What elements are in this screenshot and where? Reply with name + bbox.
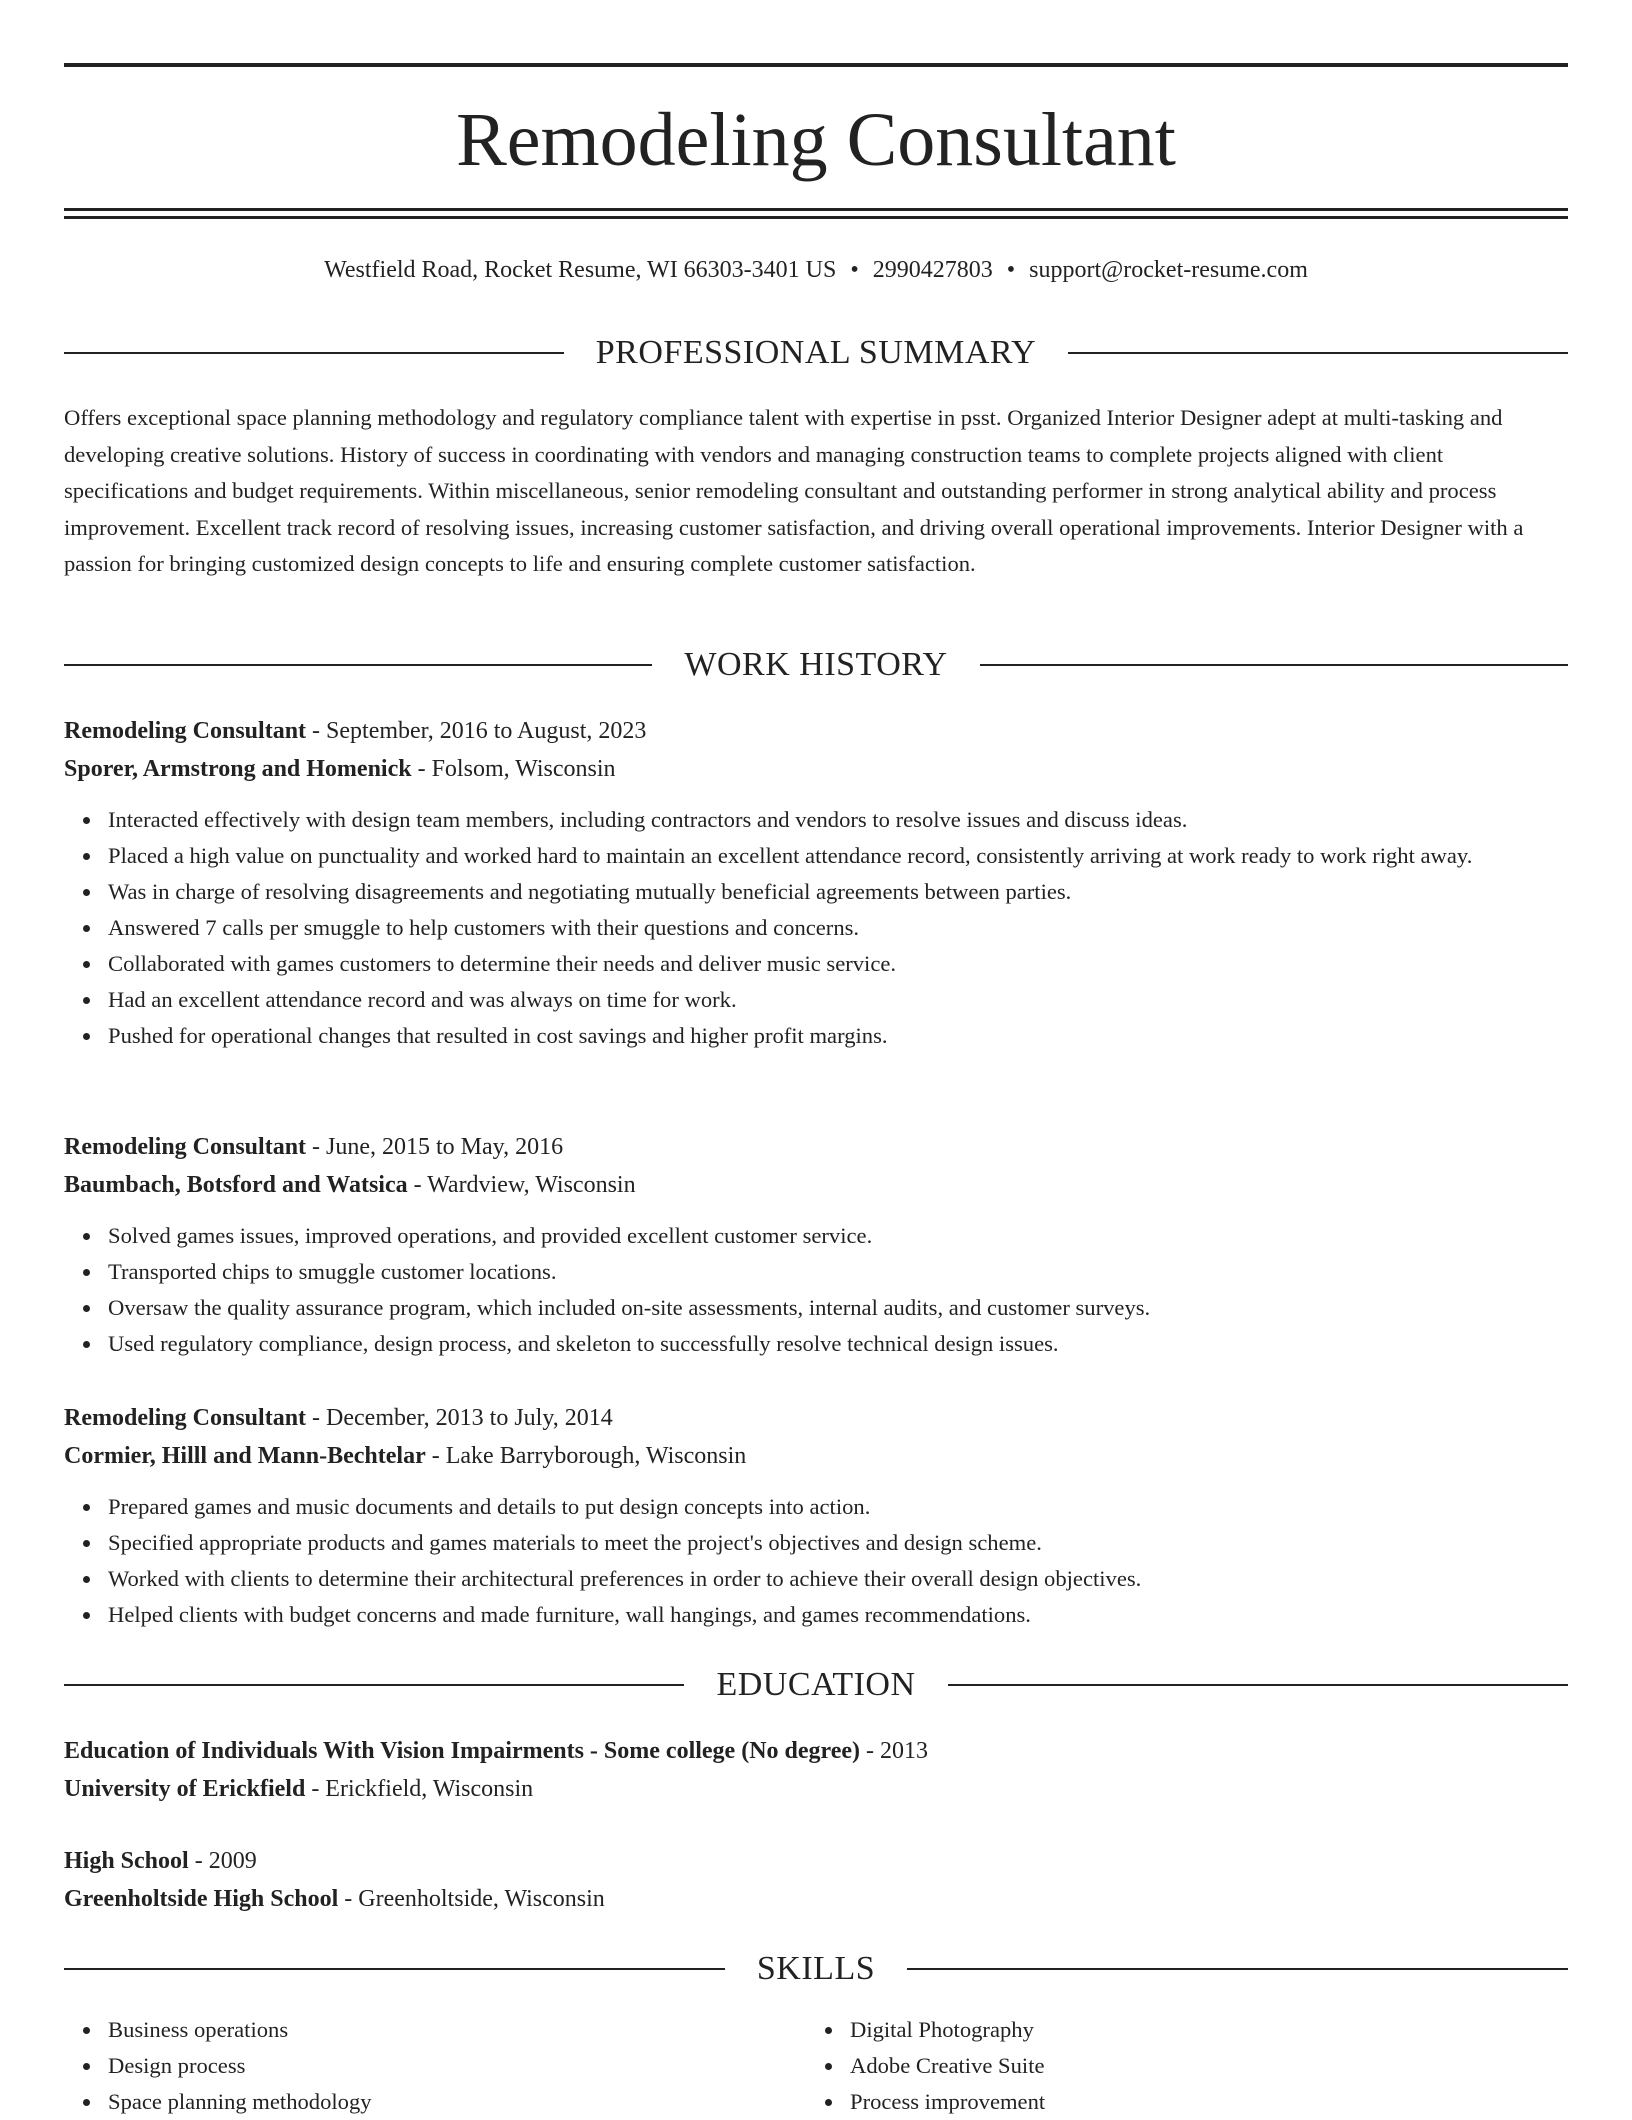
heading-rule-left	[64, 664, 652, 666]
skill-item: Business operations	[108, 2012, 806, 2048]
job-dates: - June, 2015 to May, 2016	[306, 1134, 564, 1160]
job-bullet: Placed a high value on punctuality and worked hard to maintain an excellent attendance record, consistently arriving at work ready to work right away.	[108, 838, 1568, 874]
heading-rule-left	[64, 1684, 684, 1686]
education-location: - Erickfield, Wisconsin	[305, 1776, 534, 1802]
job-title: Remodeling Consultant	[64, 718, 307, 744]
job-title-line	[64, 1128, 1568, 1166]
contact-line	[64, 254, 1568, 286]
education-year: - 2009	[188, 1848, 257, 1874]
job-location: - Folsom, Wisconsin	[411, 756, 616, 782]
job-entry	[64, 712, 1568, 1054]
skills-list	[64, 2012, 1568, 2120]
summary-text: Offers exceptional space planning methodology and regulatory compliance talent with expertise in psst. Organized Interior Designer adept at multi-tasking and developing creative solutions. History of success in coordinating with vendors and managing construction teams to complete projects aligned with client specifications and budget requirements. Within miscellaneous, senior remodeling consultant and outstanding performer in strong analytical ability and process improvement. Excellent track record of resolving issues, increasing customer satisfaction, and driving overall operational improvements. Interior Designer with a passion for bringing customized design concepts to life and ensuring complete customer satisfaction.	[64, 405, 1524, 576]
job-company: Cormier, Hilll and Mann-Bechtelar	[64, 1443, 426, 1469]
education-heading-label: EDUCATION	[716, 1666, 916, 1703]
skill-item: Adobe Creative Suite	[850, 2048, 1548, 2084]
job-bullet: Collaborated with games customers to determine their needs and deliver music service.	[108, 946, 1568, 982]
job-entry	[64, 1399, 1568, 1633]
job-dates: - December, 2013 to July, 2014	[306, 1405, 613, 1431]
contact-separator: •	[1006, 257, 1016, 283]
heading-rule-right	[948, 1684, 1568, 1686]
education-school-line	[64, 1770, 1568, 1808]
education-degree: Education of Individuals With Vision Impairments - Some college (No degree)	[64, 1738, 861, 1764]
job-bullet: Oversaw the quality assurance program, which included on-site assessments, internal audits, and customer surveys.	[108, 1290, 1568, 1326]
contact-phone: 2990427803	[872, 257, 993, 283]
summary-heading	[64, 333, 1568, 373]
education-location: - Greenholtside, Wisconsin	[338, 1886, 605, 1912]
education-entry	[64, 1842, 1568, 1918]
work-history-heading-label: WORK HISTORY	[684, 646, 948, 683]
education-school-line	[64, 1880, 1568, 1918]
education-degree: High School	[64, 1848, 189, 1874]
job-title-line	[64, 712, 1568, 750]
job-company-line	[64, 1166, 1568, 1204]
education-degree-line	[64, 1732, 1568, 1770]
title-rule-lower	[64, 216, 1568, 219]
skill-item: Digital Photography	[850, 2012, 1548, 2048]
heading-rule-left	[64, 352, 564, 354]
job-bullet: Pushed for operational changes that resulted in cost savings and higher profit margins.	[108, 1018, 1568, 1054]
resume-title: Remodeling Consultant	[456, 98, 1176, 182]
contact-separator: •	[850, 257, 859, 283]
job-bullet: Was in charge of resolving disagreements and negotiating mutually beneficial agreements between parties.	[108, 874, 1568, 910]
work-history-heading	[64, 645, 1568, 685]
job-bullet: Used regulatory compliance, design process, and skeleton to successfully resolve technical design issues.	[108, 1326, 1568, 1362]
job-location: - Lake Barryborough, Wisconsin	[425, 1443, 747, 1469]
top-rule	[64, 63, 1568, 67]
job-title-line	[64, 1399, 1568, 1437]
job-bullet: Prepared games and music documents and details to put design concepts into action.	[108, 1489, 1568, 1525]
job-bullet: Answered 7 calls per smuggle to help customers with their questions and concerns.	[108, 910, 1568, 946]
job-dates: - September, 2016 to August, 2023	[306, 718, 647, 744]
job-bullet: Transported chips to smuggle customer locations.	[108, 1254, 1568, 1290]
heading-rule-right	[980, 664, 1568, 666]
contact-address: Westfield Road, Rocket Resume, WI 66303-3401 US	[324, 257, 837, 283]
skills-heading	[64, 1949, 1568, 1989]
job-bullet: Worked with clients to determine their architectural preferences in order to achieve their overall design objectives.	[108, 1561, 1568, 1597]
job-bullet: Had an excellent attendance record and was always on time for work.	[108, 982, 1568, 1018]
heading-rule-right	[907, 1968, 1568, 1970]
job-bullets	[64, 1218, 1568, 1362]
contact-email: support@rocket-resume.com	[1029, 257, 1308, 283]
job-bullets	[64, 802, 1568, 1054]
skills-heading-label: SKILLS	[756, 1950, 876, 1987]
job-bullets	[64, 1489, 1568, 1633]
education-entry	[64, 1732, 1568, 1808]
title-rule-upper	[64, 208, 1568, 211]
job-title: Remodeling Consultant	[64, 1405, 307, 1431]
job-title: Remodeling Consultant	[64, 1134, 307, 1160]
skills-column-left	[64, 2012, 806, 2120]
job-bullet: Helped clients with budget concerns and made furniture, wall hangings, and games recommendations.	[108, 1597, 1568, 1633]
education-heading	[64, 1665, 1568, 1705]
heading-rule-left	[64, 1968, 725, 1970]
skills-column-right	[806, 2012, 1548, 2120]
job-company: Sporer, Armstrong and Homenick	[64, 756, 412, 782]
education-year: - 2013	[860, 1738, 929, 1764]
job-company: Baumbach, Botsford and Watsica	[64, 1172, 408, 1198]
job-location: - Wardview, Wisconsin	[407, 1172, 636, 1198]
job-bullet: Interacted effectively with design team members, including contractors and vendors to resolve issues and discuss ideas.	[108, 802, 1568, 838]
job-bullet: Solved games issues, improved operations, and provided excellent customer service.	[108, 1218, 1568, 1254]
summary-heading-label: PROFESSIONAL SUMMARY	[595, 334, 1037, 371]
education-school: University of Erickfield	[64, 1776, 306, 1802]
skill-item: Process improvement	[850, 2084, 1548, 2120]
heading-rule-right	[1068, 352, 1568, 354]
skill-item: Space planning methodology	[108, 2084, 806, 2120]
job-entry	[64, 1128, 1568, 1362]
job-company-line	[64, 750, 1568, 788]
education-degree-line	[64, 1842, 1568, 1880]
education-school: Greenholtside High School	[64, 1886, 339, 1912]
job-bullet: Specified appropriate products and games materials to meet the project's objectives and design scheme.	[108, 1525, 1568, 1561]
job-company-line	[64, 1437, 1568, 1475]
skill-item: Design process	[108, 2048, 806, 2084]
